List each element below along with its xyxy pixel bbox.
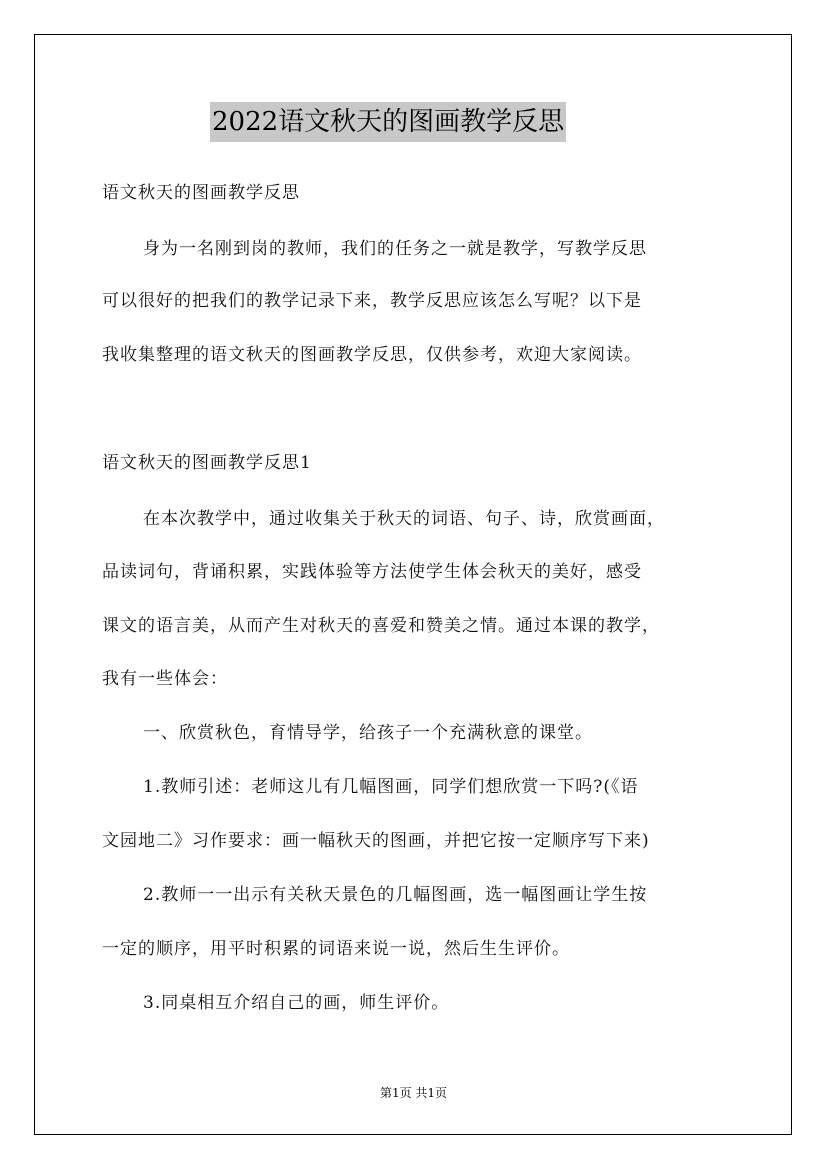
- item1-line-2: 文园地二》习作要求：画一幅秋天的图画，并把它按一定顺序写下来): [102, 831, 650, 851]
- item2-line-1: 2.教师一一出示有关秋天景色的几幅图画，选一幅图画让学生按: [143, 885, 648, 905]
- intro-line-1: 身为一名刚到岗的教师，我们的任务之一就是教学，写教学反思: [143, 239, 647, 259]
- intro-line-2: 可以很好的把我们的教学记录下来，教学反思应该怎么写呢？以下是: [102, 291, 642, 311]
- section-heading: 语文秋天的图画教学反思1: [102, 453, 312, 473]
- page-footer: 第1页 共1页: [379, 1086, 448, 1100]
- subtitle: 语文秋天的图画教学反思: [102, 183, 300, 203]
- item1-line-1: 1.教师引述：老师这儿有几幅图画，同学们想欣赏一下吗?(《语: [143, 777, 639, 797]
- item2-line-2: 一定的顺序，用平时积累的词语来说一说，然后生生评价。: [102, 939, 570, 959]
- para1-line-4: 我有一些体会：: [102, 669, 228, 689]
- item-3: 3.同桌相互介绍自己的画，师生评价。: [143, 993, 450, 1013]
- para1-line-3: 课文的语言美，从而产生对秋天的喜爱和赞美之情。通过本课的教学，: [102, 616, 660, 636]
- intro-line-3: 我收集整理的语文秋天的图画教学反思，仅供参考，欢迎大家阅读。: [102, 345, 642, 365]
- point-1: 一、欣赏秋色，育情导学，给孩子一个充满秋意的课堂。: [143, 723, 593, 743]
- document-title: 2022语文秋天的图画教学反思: [210, 102, 566, 142]
- para1-line-2: 品读词句，背诵积累，实践体验等方法使学生体会秋天的美好，感受: [102, 562, 642, 582]
- para1-line-1: 在本次教学中，通过收集关于秋天的词语、句子、诗，欣赏画面，: [143, 509, 665, 529]
